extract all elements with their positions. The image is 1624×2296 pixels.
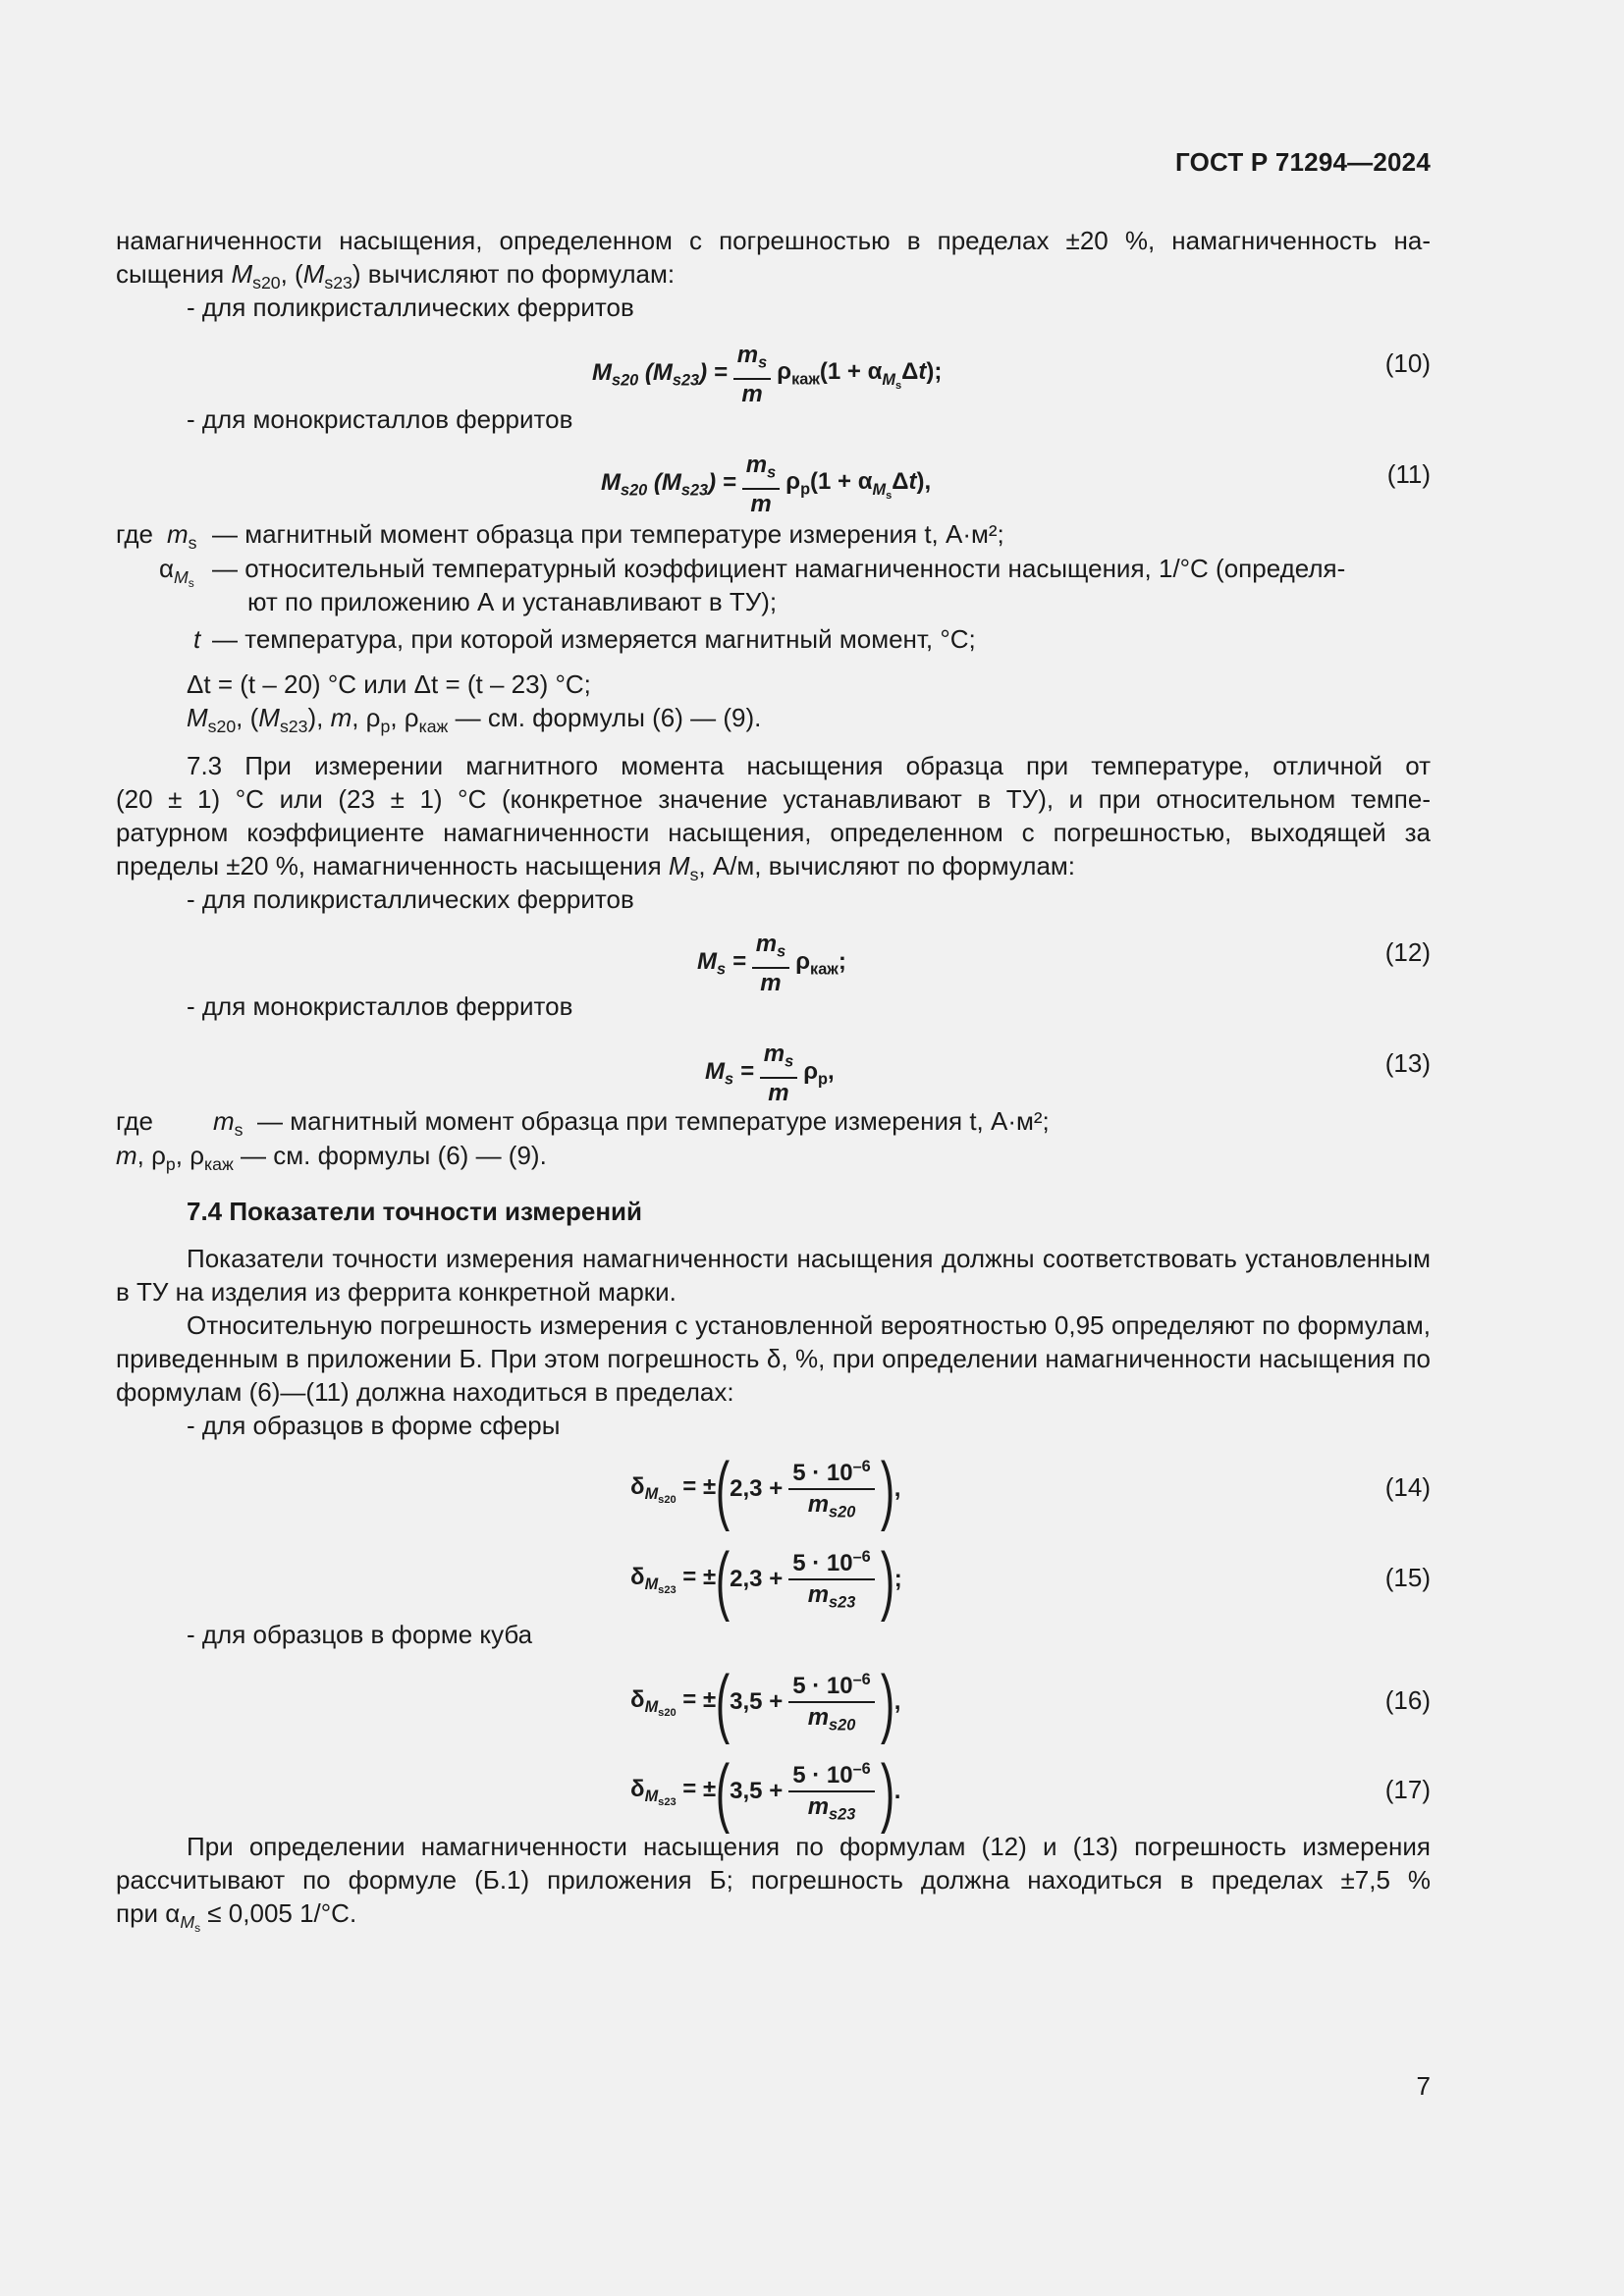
symbol-ms: $m_s$: [167, 519, 197, 554]
definition-ms: — магнитный момент образца при температуре измерения t, А·м²;: [212, 519, 1004, 549]
where-label-2: где: [116, 1106, 153, 1136]
intro-line-1: намагниченности насыщения, определенном с погрешностью в пределах ±20 %, намагниченность на-: [116, 226, 1431, 255]
p73-mono-label: - для монокристаллов ферритов: [187, 991, 573, 1021]
symbol-ms-2: $m_s$: [213, 1106, 244, 1141]
formula-16: $\delta_{M_{s20}}$ = ± ( 3,5 + $\frac{5 \cdot 10^{-6}}{m_{s20}}$ ) ,: [630, 1659, 901, 1746]
s74-paragraph-2: Относительную погрешность измерения с установленной вероятностью 0,95 определяют по формулам, приведенным в приложении Б. При этом погрешность δ, %, при определении намагниченности насыщения по формулам (6)—(11) должна находиться в пределах:: [116, 1310, 1431, 1407]
formula-15: $\delta_{M_{s23}}$ = ± ( 2,3 + $\frac{5 \cdot 10^{-6}}{m_{s23}}$ ) ;: [630, 1536, 902, 1624]
definition-alpha-1: — относительный температурный коэффициент намагниченности насыщения, 1/°С (определя-: [212, 554, 1346, 583]
p73-line-2: (20 ± 1) °С или (23 ± 1) °С (конкретное значение устанавливают в ТУ), и при относительном темпе-: [116, 784, 1431, 814]
intro-line-2: сыщения $M_{s20}$, $(M_{s23})$ вычисляют по формулам:: [116, 259, 676, 294]
document-id: ГОСТ Р 71294—2024: [1175, 147, 1431, 177]
equation-number-11: (11): [1386, 459, 1431, 489]
formula-11: $M_{s20}$ $(M_{s23})$ = $\frac{m_s}{m}$ $\rho_р(1 + \alpha_{M_s}\Delta t)$,: [601, 452, 932, 517]
formula-14: $\delta_{M_{s20}}$ = ± ( 2,3 + $\frac{5 \cdot 10^{-6}}{m_{s20}}$ ) ,: [630, 1446, 901, 1533]
p73-line-3: ратурном коэффициенте намагниченности насыщения, определенном с погрешностью, выходящей за: [116, 818, 1431, 847]
symbol-t: t: [193, 624, 201, 654]
s74-paragraph-3: При определении намагниченности насыщения по формулам (12) и (13) погрешность измерения рассчитывают по формуле (Б.1) приложения Б; погрешность должна находиться в пределах ±7,5 %: [116, 1832, 1431, 1895]
equation-number-12: (12): [1384, 937, 1431, 967]
equation-number-13: (13): [1384, 1048, 1431, 1078]
p73-line-1: 7.3 При измерении магнитного момента насыщения образца при температуре, отличной от: [187, 751, 1431, 780]
sphere-label: - для образцов в форме сферы: [187, 1411, 561, 1440]
definition-ms-2: — магнитный момент образца при температуре измерения t, А·м²;: [257, 1106, 1050, 1136]
delta-t-definition: Δt = (t – 20) °C или Δt = (t – 23) °C;: [187, 669, 591, 699]
references-line-2: m, $\rho_р$, $\rho_{каж}$ — см. формулы (6) — (9).: [116, 1141, 547, 1175]
symbol-alpha: $\alpha_{M_s}$: [159, 554, 194, 591]
formula-12: $M_s$ = $\frac{m_s}{m}$ $\rho_{каж}$;: [697, 931, 846, 996]
page-number: 7: [1416, 2071, 1431, 2101]
definition-t: — температура, при которой измеряется магнитный момент, °С;: [212, 624, 976, 654]
p73-line-4: пределы ±20 %, намагниченность насыщения $M_s$, А/м, вычисляют по формулам:: [116, 851, 1076, 885]
formula-13: $M_s$ = $\frac{m_s}{m}$ $\rho_р$,: [705, 1041, 835, 1106]
equation-number-16: (16): [1384, 1685, 1431, 1715]
references-line-1: $M_{s20}$, $(M_{s23})$, m, $\rho_р$, $\rho_{каж}$ — см. формулы (6) — (9).: [187, 703, 762, 737]
p73-poly-label: - для поликристаллических ферритов: [187, 884, 634, 914]
equation-number-17: (17): [1384, 1775, 1431, 1804]
where-label: где: [116, 519, 153, 549]
definition-alpha-2: ют по приложению А и устанавливают в ТУ);: [247, 587, 778, 616]
poly-ferrites-label: - для поликристаллических ферритов: [187, 293, 634, 322]
equation-number-15: (15): [1384, 1563, 1431, 1592]
mono-ferrites-label: - для монокристаллов ферритов: [187, 404, 573, 434]
s74-paragraph-1: Показатели точности измерения намагниченности насыщения должны соответствовать установленным в ТУ на изделия из феррита конкретной марки.: [116, 1244, 1431, 1307]
formula-10: $M_{s20}$ $(M_{s23})$ = $\frac{m_s}{m}$ $\rho_{каж}(1 + \alpha_{M_s}\Delta t)$;: [592, 342, 943, 407]
formula-17: $\delta_{M_{s23}}$ = ± ( 3,5 + $\frac{5 \cdot 10^{-6}}{m_{s23}}$ ) .: [630, 1748, 901, 1836]
equation-number-10: (10): [1384, 348, 1431, 378]
s74-paragraph-3-last: при $\alpha_{M_s} \le 0,005$ 1/°С.: [116, 1898, 357, 1936]
equation-number-14: (14): [1384, 1472, 1431, 1502]
section-heading-7-4: 7.4 Показатели точности измерений: [187, 1197, 643, 1226]
cube-label: - для образцов в форме куба: [187, 1620, 533, 1649]
